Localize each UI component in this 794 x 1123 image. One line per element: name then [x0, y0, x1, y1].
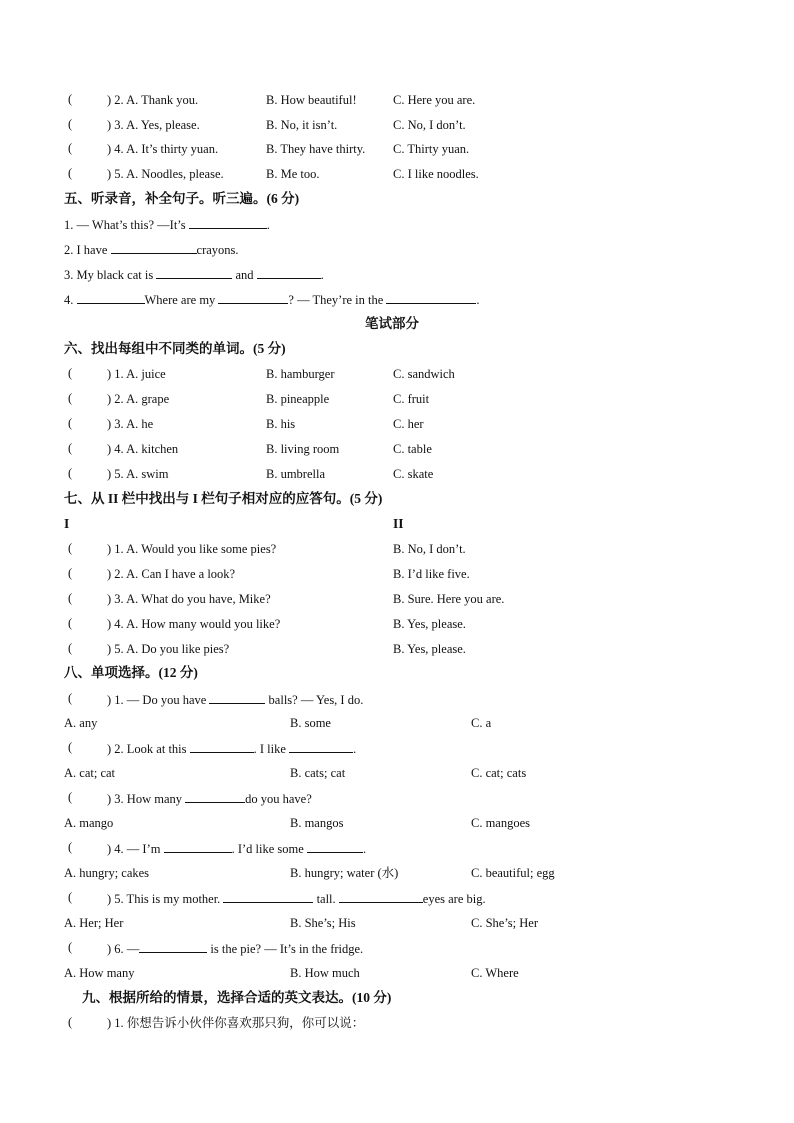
option-c[interactable]: C. mangoes	[471, 816, 531, 830]
option-b: B. Me too.	[266, 167, 320, 181]
answer-blank[interactable]	[218, 291, 288, 304]
sentence-text: crayons.	[196, 243, 239, 257]
answer-blank[interactable]	[111, 241, 197, 254]
mc-question	[107, 691, 363, 708]
question-text: ) 6. —	[107, 942, 140, 956]
option-a[interactable]: A. Her; Her	[64, 916, 124, 930]
sentence-line	[64, 216, 270, 233]
option-b: B. hamburger	[266, 367, 335, 381]
sentence-line	[64, 266, 324, 283]
question-stem: ) 2. A. Can I have a look?	[107, 567, 236, 581]
option-a[interactable]: A. hungry; cakes	[64, 866, 150, 880]
question-stem: ) 3. A. he	[107, 417, 154, 431]
option-c[interactable]: C. cat; cats	[471, 766, 527, 780]
answer-paren[interactable]: (	[68, 940, 73, 954]
option-b[interactable]: B. cats; cat	[290, 766, 346, 780]
question-stem: ) 1. A. Would you like some pies?	[107, 542, 277, 556]
sentence-text: 2. I have	[64, 243, 111, 257]
answer-paren[interactable]: (	[68, 466, 73, 480]
question-text: ) 1. — Do you have	[107, 693, 210, 707]
answer-paren[interactable]: (	[68, 790, 73, 804]
sentence-text: Where are my	[144, 293, 219, 307]
question-stem: ) 3. A. Yes, please.	[107, 118, 200, 132]
answer-paren[interactable]: (	[68, 391, 73, 405]
question-text: tall.	[313, 892, 339, 906]
option-b[interactable]: B. hungry; water (水)	[290, 866, 399, 880]
option-c[interactable]: C. She’s; Her	[471, 916, 539, 930]
answer-paren[interactable]: (	[68, 541, 73, 555]
option-b: B. How beautiful!	[266, 93, 357, 107]
answer-paren[interactable]: (	[68, 591, 73, 605]
option-c: C. I like noodles.	[393, 167, 479, 181]
answer-paren[interactable]: (	[68, 416, 73, 430]
section-heading: 八、单项选择。(12 分)	[64, 665, 198, 680]
option-c[interactable]: C. Where	[471, 966, 519, 980]
response-option: B. I’d like five.	[393, 567, 470, 581]
option-b[interactable]: B. How much	[290, 966, 360, 980]
answer-paren[interactable]: (	[68, 691, 73, 705]
option-a[interactable]: A. cat; cat	[64, 766, 116, 780]
answer-paren[interactable]: (	[68, 890, 73, 904]
option-c: C. her	[393, 417, 424, 431]
option-b: B. umbrella	[266, 467, 326, 481]
option-c[interactable]: C. a	[471, 716, 492, 730]
sentence-line	[64, 241, 239, 258]
sentence-text: 4.	[64, 293, 77, 307]
option-c: C. Thirty yuan.	[393, 142, 470, 156]
option-b[interactable]: B. She’s; His	[290, 916, 356, 930]
section-heading: 九、根据所给的情景，选择合适的英文表达。(10 分)	[82, 990, 392, 1005]
option-c: C. fruit	[393, 392, 430, 406]
answer-paren[interactable]: (	[68, 92, 73, 106]
response-option: B. No, I don’t.	[393, 542, 466, 556]
option-c[interactable]: C. beautiful; egg	[471, 866, 555, 880]
answer-paren[interactable]: (	[68, 566, 73, 580]
answer-blank[interactable]	[257, 266, 321, 279]
question-text: ) 4. — I’m	[107, 842, 164, 856]
question-text: is the pie? — It’s in the fridge.	[207, 942, 364, 956]
question-stem: ) 1. A. juice	[107, 367, 166, 381]
option-c: C. table	[393, 442, 432, 456]
question-stem: ) 4. A. How many would you like?	[107, 617, 281, 631]
column-label-ii: II	[393, 516, 404, 531]
answer-blank[interactable]	[189, 216, 267, 229]
question-stem: ) 3. A. What do you have, Mike?	[107, 592, 271, 606]
option-c: C. Here you are.	[393, 93, 476, 107]
answer-paren[interactable]: (	[68, 441, 73, 455]
question-text: balls? — Yes, I do.	[265, 693, 364, 707]
answer-paren[interactable]: (	[68, 366, 73, 380]
question-text: eyes are big.	[422, 892, 486, 906]
option-c: C. skate	[393, 467, 434, 481]
sentence-text: .	[266, 218, 270, 232]
question-text: ) 3. How many	[107, 792, 186, 806]
option-b[interactable]: B. some	[290, 716, 331, 730]
question-text: do you have?	[245, 792, 312, 806]
answer-paren[interactable]: (	[68, 1015, 73, 1029]
section-heading: 七、从 II 栏中找出与 I 栏句子相对应的应答句。(5 分)	[64, 491, 383, 506]
answer-paren[interactable]: (	[68, 117, 73, 131]
answer-blank[interactable]	[77, 291, 145, 304]
answer-blank[interactable]	[209, 691, 265, 704]
option-a[interactable]: A. How many	[64, 966, 135, 980]
question-text: ) 2. Look at this	[107, 742, 190, 756]
mc-question	[107, 840, 366, 857]
sentence-text: and	[232, 268, 257, 282]
answer-blank[interactable]	[139, 940, 207, 953]
question-stem: ) 5. A. Do you like pies?	[107, 642, 230, 656]
option-a[interactable]: A. mango	[64, 816, 114, 830]
answer-paren[interactable]: (	[68, 740, 73, 754]
question-stem: ) 5. A. Noodles, please.	[107, 167, 224, 181]
question-stem: ) 5. A. swim	[107, 467, 169, 481]
question-text: .	[353, 742, 357, 756]
sentence-text: 1. — What’s this? —It’s	[64, 218, 189, 232]
response-option: B. Yes, please.	[393, 642, 466, 656]
answer-paren[interactable]: (	[68, 141, 73, 155]
sentence-text: ? — They’re in the	[288, 293, 387, 307]
answer-blank[interactable]	[185, 790, 245, 803]
answer-blank[interactable]	[164, 840, 232, 853]
answer-blank[interactable]	[386, 291, 476, 304]
answer-paren[interactable]: (	[68, 840, 73, 854]
sentence-line	[64, 291, 480, 308]
written-section-title: 笔试部分	[365, 316, 419, 331]
mc-question	[107, 740, 356, 757]
question-text: .	[362, 842, 367, 856]
answer-paren[interactable]: (	[68, 616, 73, 630]
option-b: B. No, it isn’t.	[266, 118, 338, 132]
option-b: B. his	[266, 417, 296, 431]
answer-blank[interactable]	[307, 840, 363, 853]
question-stem: ) 2. A. grape	[107, 392, 170, 406]
question-text: . I like	[253, 742, 290, 756]
option-b: B. living room	[266, 442, 340, 456]
response-option: B. Yes, please.	[393, 617, 466, 631]
option-c: C. sandwich	[393, 367, 455, 381]
question-stem: ) 1. 你想告诉小伙伴你喜欢那只狗，你可以说：	[107, 1016, 365, 1030]
response-option: B. Sure. Here you are.	[393, 592, 505, 606]
mc-question	[107, 890, 486, 907]
answer-paren[interactable]: (	[68, 641, 73, 655]
answer-blank[interactable]	[339, 890, 423, 903]
question-stem: ) 2. A. Thank you.	[107, 93, 199, 107]
question-text: ) 5. This is my mother.	[107, 892, 224, 906]
sentence-text: .	[320, 268, 324, 282]
option-c: C. No, I don’t.	[393, 118, 466, 132]
answer-paren[interactable]: (	[68, 166, 73, 180]
column-label-i: I	[64, 516, 70, 531]
option-a[interactable]: A. any	[64, 716, 98, 730]
option-b[interactable]: B. mangos	[290, 816, 344, 830]
answer-blank[interactable]	[289, 740, 353, 753]
section-heading: 六、找出每组中不同类的单词。(5 分)	[64, 341, 286, 356]
answer-blank[interactable]	[223, 890, 313, 903]
mc-question	[107, 940, 363, 957]
option-b: B. They have thirty.	[266, 142, 366, 156]
mc-question	[107, 790, 312, 807]
question-stem: ) 4. A. It’s thirty yuan.	[107, 142, 219, 156]
question-text: . I’d like some	[231, 842, 307, 856]
answer-blank[interactable]	[156, 266, 232, 279]
sentence-text: 3. My black cat is	[64, 268, 157, 282]
section-heading: 五、听录音，补全句子。听三遍。(6 分)	[64, 191, 300, 206]
question-stem: ) 4. A. kitchen	[107, 442, 179, 456]
option-b: B. pineapple	[266, 392, 330, 406]
sentence-text: .	[476, 293, 480, 307]
answer-blank[interactable]	[190, 740, 254, 753]
